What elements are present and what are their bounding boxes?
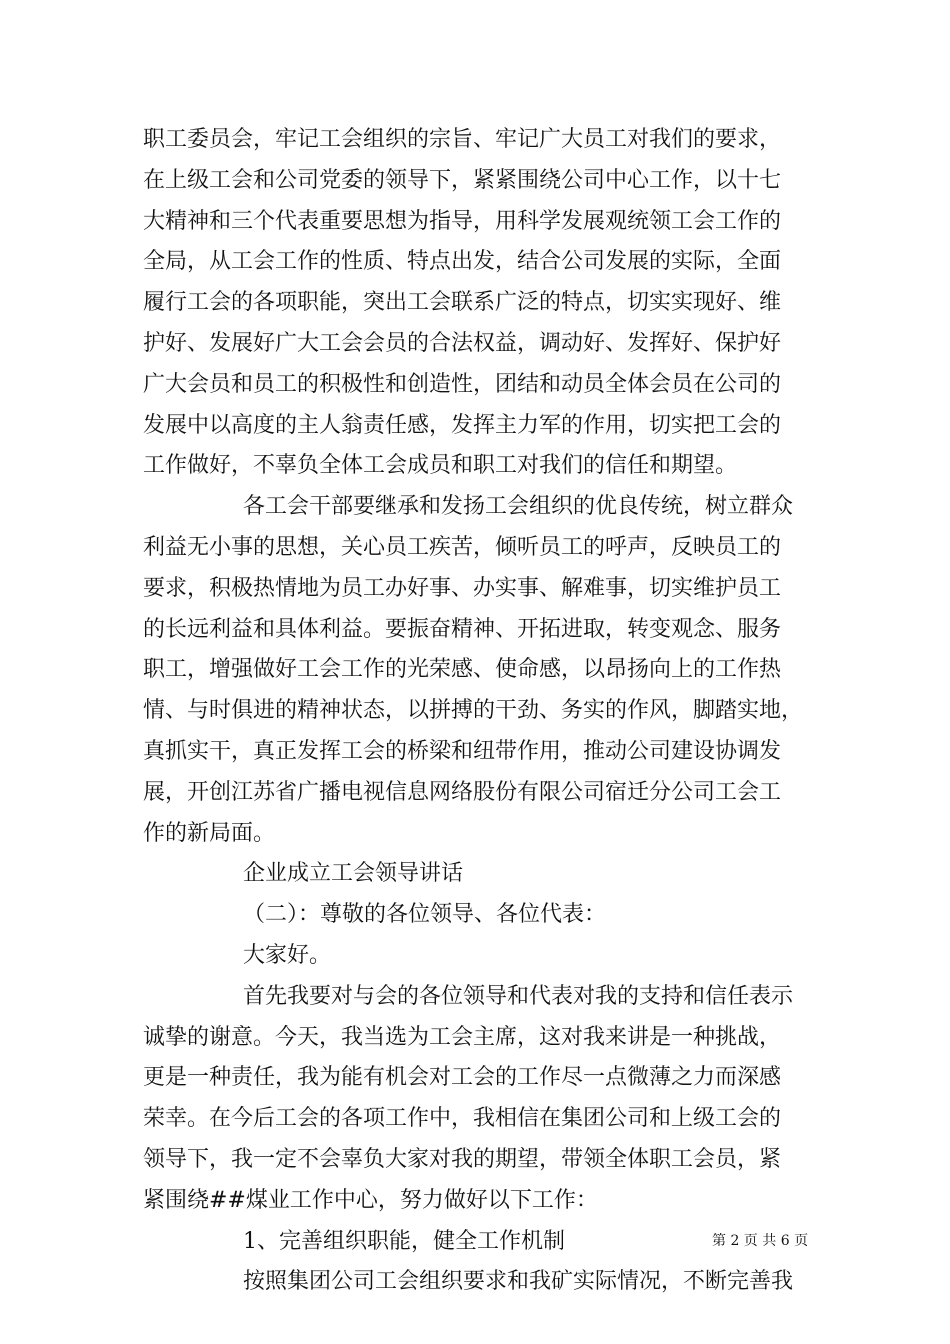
text-line: 按照集团公司工会组织要求和我矿实际情况，不断完善我	[243, 1269, 794, 1295]
text-line: 护好、发展好广大工会会员的合法权益，调动好、发挥好、保护好	[143, 330, 782, 356]
text-line: 更是一种责任，我为能有机会对工会的工作尽一点微薄之力而深感	[143, 1065, 782, 1091]
text-line: 作的新局面。	[143, 820, 276, 846]
text-line: 广大会员和员工的积极性和创造性，团结和动员全体会员在公司的	[143, 371, 782, 397]
page-number-footer: 第 2 页 共 6 页	[712, 1233, 809, 1249]
text-line: 情、与时俱进的精神状态，以拼搏的干劲、务实的作风，脚踏实地，	[143, 698, 804, 724]
text-line: 工作做好，不辜负全体工会成员和职工对我们的信任和期望。	[143, 453, 738, 479]
text-line: （二）：尊敬的各位领导、各位代表：	[243, 902, 607, 928]
text-line: 在上级工会和公司党委的领导下，紧紧围绕公司中心工作，以十七	[143, 167, 782, 193]
text-line: 发展中以高度的主人翁责任感，发挥主力军的作用，切实把工会的	[143, 412, 782, 438]
text-line: 职工，增强做好工会工作的光荣感、使命感，以昂扬向上的工作热	[143, 657, 782, 683]
text-line: 全局，从工会工作的性质、特点出发，结合公司发展的实际，全面	[143, 249, 782, 275]
text-line: 大精神和三个代表重要思想为指导，用科学发展观统领工会工作的	[143, 208, 782, 234]
text-line: 的长远利益和具体利益。要振奋精神、开拓进取，转变观念、服务	[143, 616, 782, 642]
text-line: 真抓实干，真正发挥工会的桥梁和纽带作用，推动公司建设协调发	[143, 738, 782, 764]
text-line: 要求，积极热情地为员工办好事、办实事、解难事，切实维护员工	[143, 575, 782, 601]
document-body	[143, 120, 811, 1303]
text-line: 荣幸。在今后工会的各项工作中，我相信在集团公司和上级工会的	[143, 1106, 782, 1132]
text-line: 企业成立工会领导讲话	[243, 861, 464, 887]
text-line: 领导下，我一定不会辜负大家对我的期望，带领全体职工会员，紧	[143, 1146, 782, 1172]
text-line: 大家好。	[243, 942, 332, 968]
text-line: 职工委员会，牢记工会组织的宗旨、牢记广大员工对我们的要求，	[143, 127, 782, 152]
text-line: 诚挚的谢意。今天，我当选为工会主席，这对我来讲是一种挑战，	[143, 1024, 782, 1050]
text-line: 各工会干部要继承和发扬工会组织的优良传统，树立群众	[243, 494, 794, 520]
text-line: 紧围绕##煤业工作中心，努力做好以下工作：	[143, 1187, 598, 1213]
text-line: 展，开创江苏省广播电视信息网络股份有限公司宿迁分公司工会工	[143, 779, 782, 805]
text-line: 履行工会的各项职能，突出工会联系广泛的特点，切实实现好、维	[143, 290, 782, 316]
text-line: 利益无小事的思想，关心员工疾苦，倾听员工的呼声，反映员工的	[143, 534, 782, 560]
text-line: 首先我要对与会的各位领导和代表对我的支持和信任表示	[243, 983, 794, 1009]
text-line: 1、完善组织职能，健全工作机制	[243, 1228, 565, 1254]
